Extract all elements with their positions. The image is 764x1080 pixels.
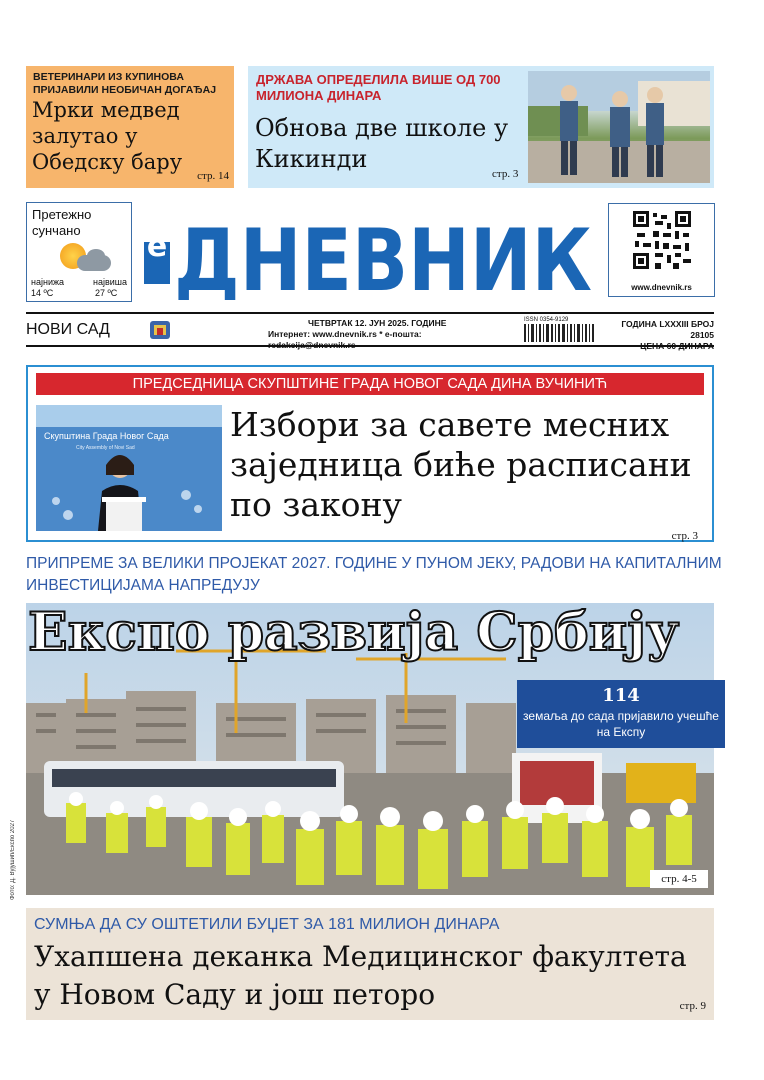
issue-date: ЧЕТВРТАК 12. ЈУН 2025. ГОДИНЕ [308,318,447,328]
cloud-icon [77,255,111,271]
divider-top [26,312,714,314]
teaser-kicker: ДРЖАВА ОПРЕДЕЛИЛА ВИШЕ ОД 700 МИЛИОНА ДИНАРА [256,72,501,103]
officials-photo-illustration [528,71,710,183]
page-reference: стр. 3 [492,168,519,180]
temp-min-label: најнижа [31,277,64,287]
qr-code-box[interactable] [608,203,715,297]
contact-line: Интернет: www.dnevnik.rs * е-пошта: redakcija@dnevnik.rs [268,329,422,350]
teaser-photo [528,71,710,183]
teaser-headline: Мрки медвед залутао у Обедску бару [32,98,183,174]
edition-city: НОВИ САД [26,321,110,338]
weather-condition: Претежно сунчано [32,207,92,238]
expo-stat-box [517,680,725,748]
story-arrest[interactable] [26,908,714,1020]
photo-sign-text: Скупштина Града Новог Сада [44,431,169,441]
temp-max-label: највиша [93,277,128,287]
logo-svg [140,200,598,300]
qr-website: www.dnevnik.rs [631,283,692,292]
speaker-photo-illustration [36,405,222,531]
page-reference: стр. 4-5 [650,870,708,888]
page-reference: стр. 9 [679,1000,706,1012]
weather-widget [26,202,132,302]
story-kicker: ПРЕДСЕДНИЦА СКУПШТИНЕ ГРАДА НОВОГ САДА ДИНА ВУЧИНИЋ [36,373,704,395]
dateline [268,318,488,351]
expo-headline: Експо развија Србију [28,602,680,663]
story-kicker: СУМЊА ДА СУ ОШТЕТИЛИ БУЏЕТ ЗА 181 МИЛИОН ДИНАРА [34,916,500,933]
teaser-schools[interactable] [248,66,714,188]
photo-sign-subtext: City Assembly of Novi Sad [76,445,135,451]
masthead-logo[interactable] [140,200,598,300]
page-reference: стр. 3 [671,530,698,542]
issue-number: ГОДИНА LXXXIII БРОЈ 28105 [621,319,714,340]
temp-max-value: 27 ºC [95,288,118,298]
expo-stat-number: 114 [602,685,640,706]
story-elections[interactable] [26,365,714,542]
issue-info [600,319,714,352]
story-headline: Избори за савете месних заједница биће расписани по закону [230,405,692,524]
qr-code-icon [633,211,691,269]
expo-kicker: ПРИПРЕМЕ ЗА ВЕЛИКИ ПРОЈЕКАТ 2027. ГОДИНЕ У ПУНОМ ЈЕКУ, РАДОВИ НА КАПИТАЛНИМ ИНВЕСТИЦИЈАМА НАПРЕДУЈУ [26,555,722,594]
city-crest-icon [149,320,171,340]
page-reference: стр. 14 [197,170,229,182]
issn: ISSN 0354-9129 [524,317,569,323]
teaser-bear[interactable] [26,66,234,188]
expo-stat-text: земаља до сада пријавило учешће на Експу [523,709,719,739]
temp-min-value: 14 ºC [31,288,54,298]
price: ЦЕНА 60 ДИНАРА [640,341,714,351]
logo-name: ДНЕВНИК [174,211,592,300]
story-headline: Ухапшена деканка Медицинског факултета у Новом Саду и још петоро [34,940,687,1011]
teaser-headline: Обнова две школе у Кикинди [255,114,509,173]
photo-credit: Фото: Д. Вујушић/Експо 2027 [10,819,16,900]
teaser-kicker: ВЕТЕРИНАРИ ИЗ КУПИНОВА ПРИЈАВИЛИ НЕОБИЧАН ДОГАЂАЈ [33,71,217,96]
barcode [524,317,594,343]
logo-prefix: e [146,229,168,264]
story-photo [36,405,222,531]
barcode-icon [524,324,594,342]
